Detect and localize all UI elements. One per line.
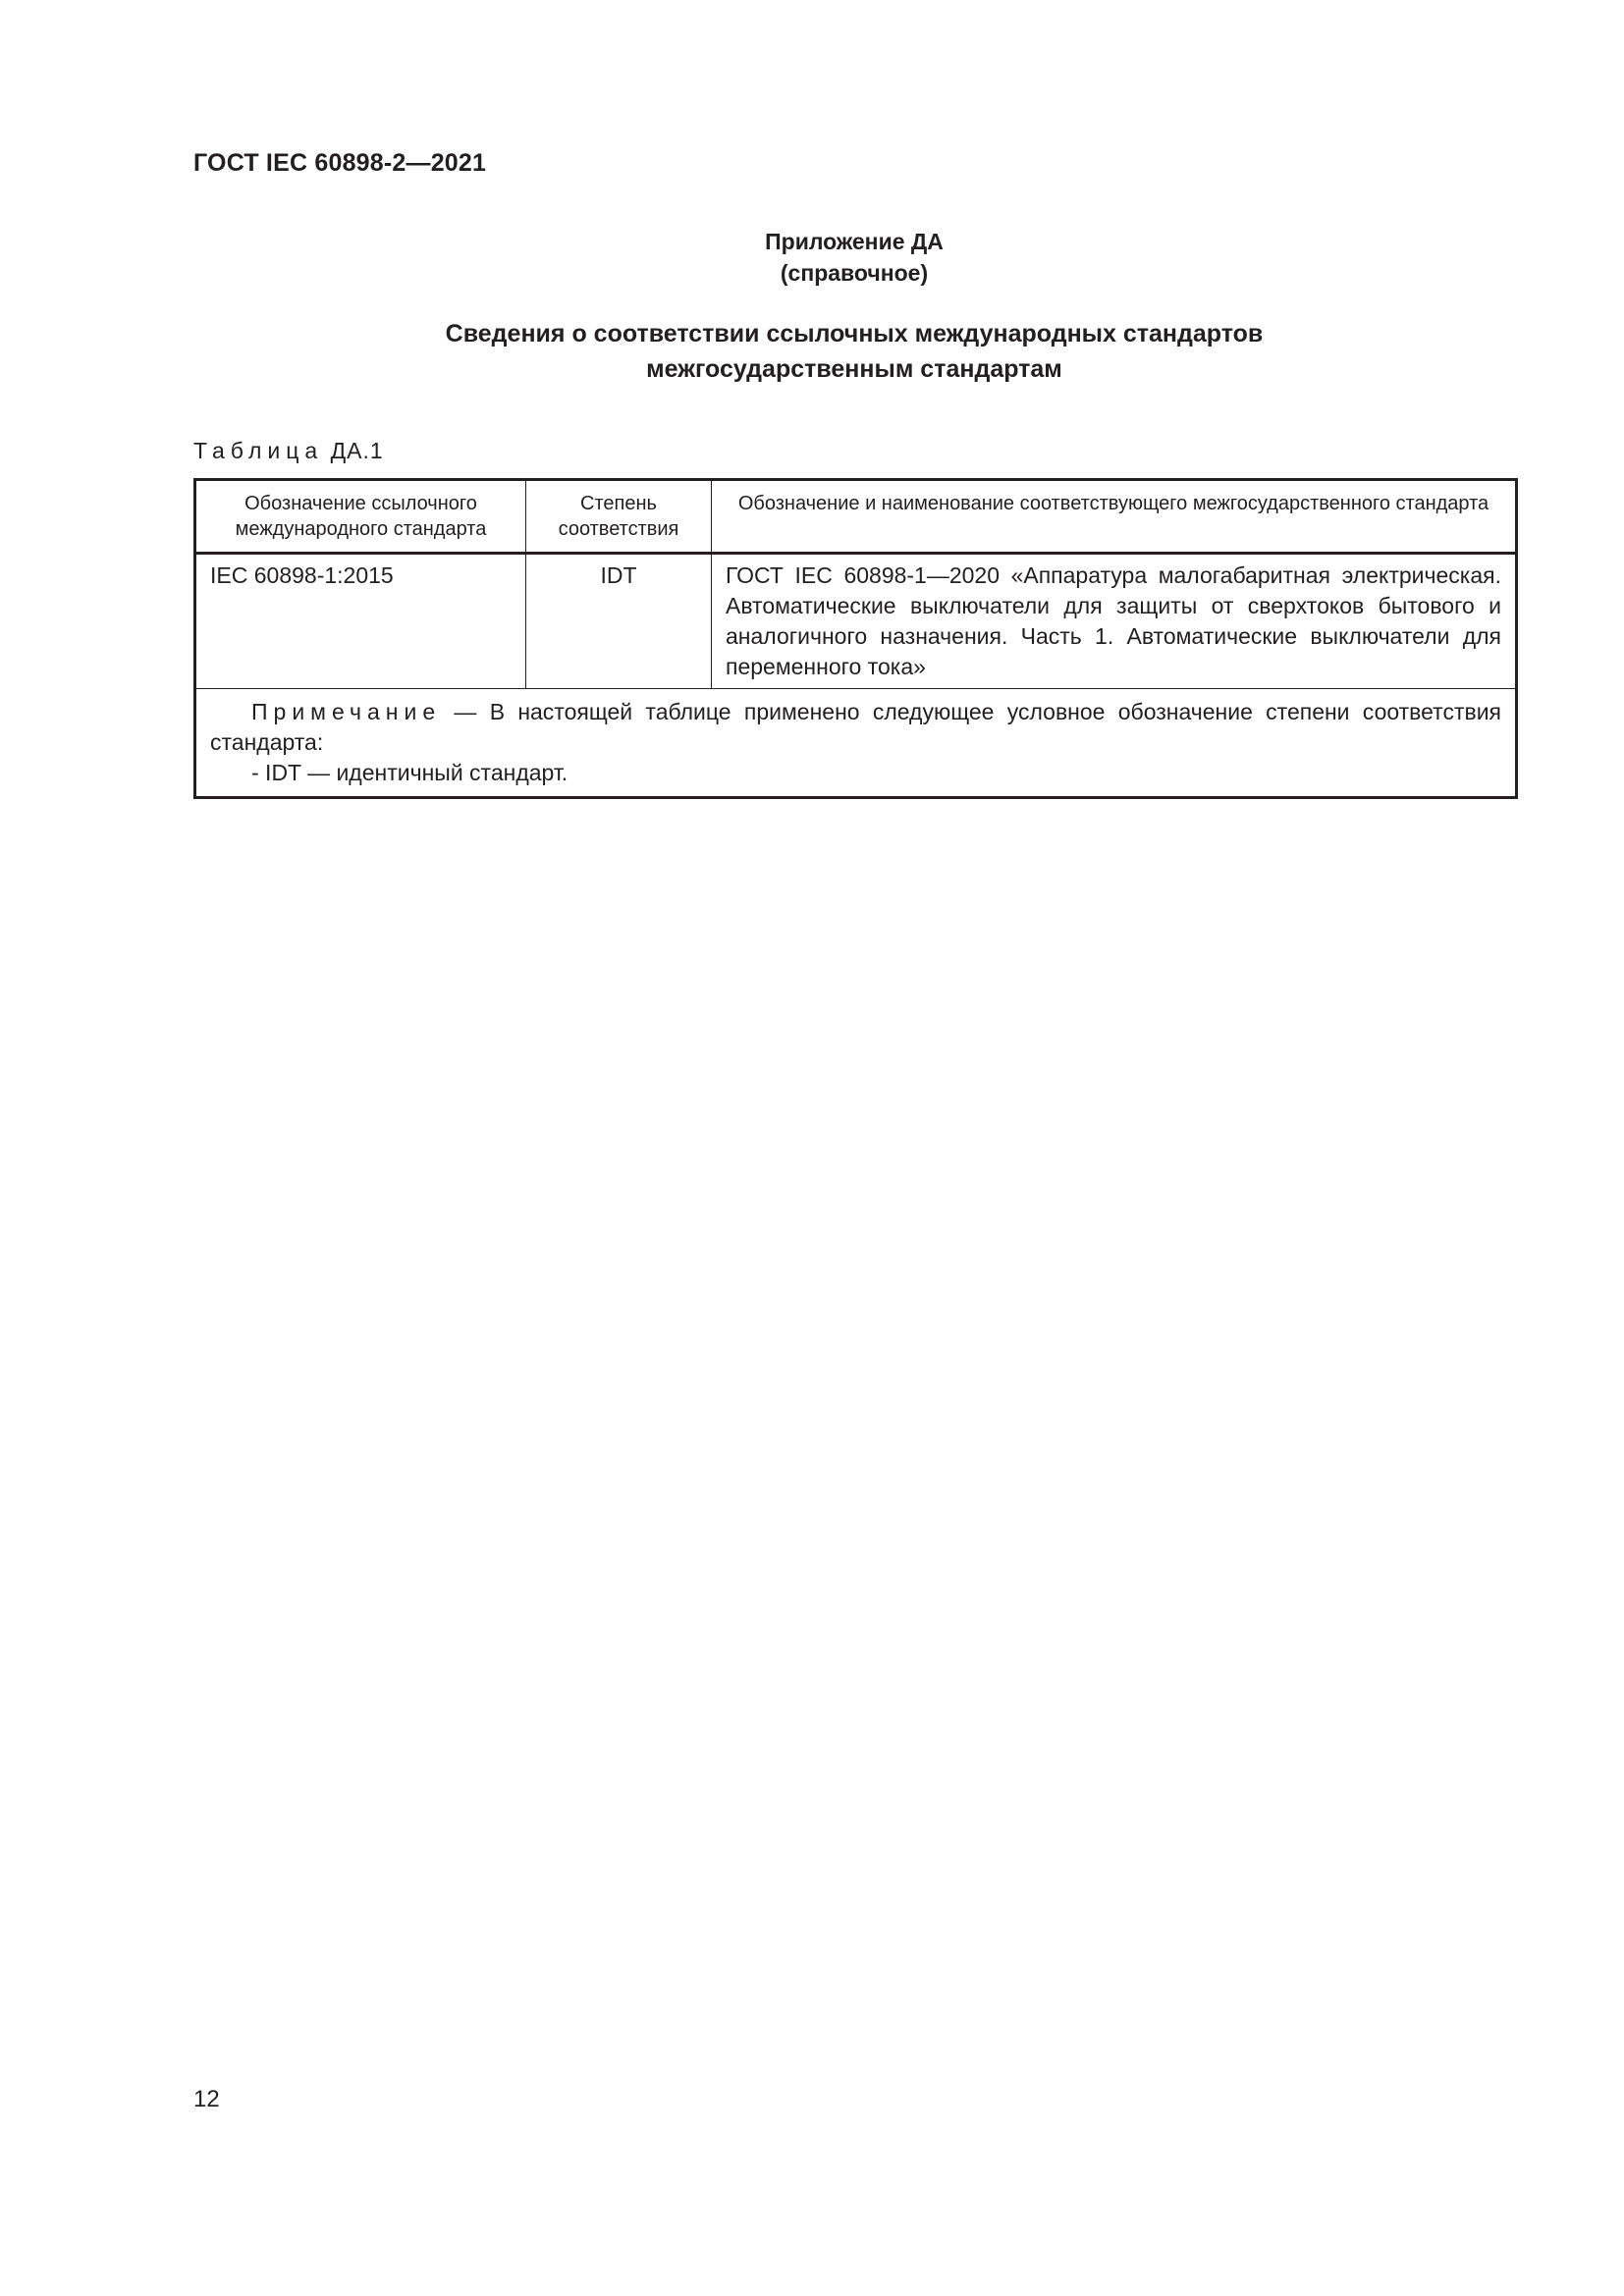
- column-header-degree: Степень соответствия: [526, 480, 712, 554]
- note-item: - IDT — идентичный стандарт.: [251, 760, 568, 785]
- appendix-type: (справочное): [780, 260, 929, 286]
- table-caption-number: ДА.1: [330, 438, 384, 463]
- note-label: Примечание: [251, 699, 442, 724]
- table-note: [195, 689, 1517, 798]
- document-header: ГОСТ IEC 60898-2—2021: [193, 149, 487, 177]
- cell-interstate-standard: ГОСТ IEC 60898-1—2020 «Аппаратура малогабаритная электрическая. Автоматические выключатели для защиты от сверхтоков бытового и аналогичного назначения. Часть 1. Автоматические выключатели для переменного тока»: [712, 554, 1517, 689]
- section-title-line-1: Сведения о соответствии ссылочных международных стандартов: [445, 320, 1264, 347]
- column-header-name: Обозначение и наименование соответствующего межгосударственного стандарта: [712, 480, 1517, 554]
- column-header-std: Обозначение ссылочного международного стандарта: [195, 480, 526, 554]
- cell-degree: IDT: [526, 554, 712, 689]
- appendix-heading: [193, 226, 1515, 289]
- table-caption: [193, 438, 384, 464]
- appendix-title: Приложение ДА: [765, 229, 944, 254]
- table-header-row: [195, 480, 1517, 554]
- cell-international-standard: IEC 60898-1:2015: [195, 554, 526, 689]
- page-number: 12: [193, 2086, 220, 2112]
- note-text: [210, 697, 1501, 758]
- table-row: [195, 554, 1517, 689]
- section-title: [193, 316, 1515, 387]
- table-note-row: [195, 689, 1517, 798]
- table-caption-label: Таблица: [193, 438, 324, 463]
- correspondence-table: [193, 478, 1518, 799]
- section-title-line-2: межгосударственным стандартам: [646, 355, 1062, 383]
- note-body: — В настоящей таблице применено следующее условное обозначение степени соответствия стандарта:: [210, 699, 1501, 755]
